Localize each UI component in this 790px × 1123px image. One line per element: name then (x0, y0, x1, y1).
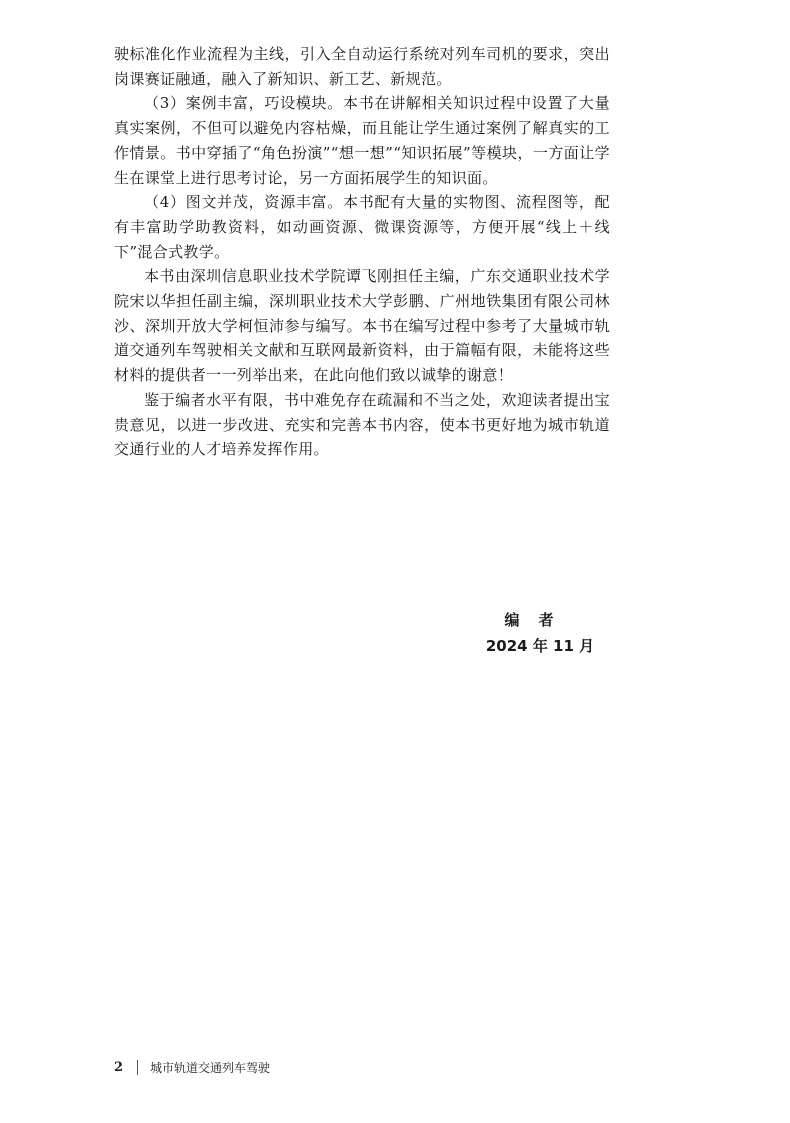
paragraph-authors: 本书由深圳信息职业技术学院谭飞刚担任主编，广东交通职业技术学院宋以华担任副主编，深圳职业技术大学彭鹏、广州地铁集团有限公司林沙、深圳开放大学柯恒沛参与编写。本书在编写过程中参考了大量城市轨道交通列车驾驶相关文献和互联网最新资料，由于篇幅有限，未能将这些材料的提供者一一列举出来，在此向他们致以诚挚的谢意！ (114, 267, 610, 385)
footer-divider (137, 1060, 138, 1075)
footer-book-title: 城市轨道交通列车驾驶 (150, 1060, 271, 1075)
paragraph-closing: 鉴于编者水平有限，书中难免存在疏漏和不当之处，欢迎读者提出宝贵意见，以进一步改进、充实和完善本书内容，使本书更好地为城市轨道交通行业的人才培养发挥作用。 (114, 390, 610, 459)
body-text (114, 42, 610, 462)
signature-author: 编 者 (504, 611, 556, 629)
page-footer (114, 1058, 270, 1076)
page-number: 2 (114, 1059, 124, 1075)
paragraph-illustrations: （4）图文并茂，资源丰富。本书配有大量的实物图、流程图等，配有丰富助学助教资料，如动画资源、微课资源等，方便开展“线上＋线下”混合式教学。 (114, 193, 610, 261)
signature-block (470, 608, 610, 658)
signature-date: 2024 年 11 月 (485, 637, 595, 655)
paragraph-continued: 驶标准化作业流程为主线，引入全自动运行系统对列车司机的要求，突出岗课赛证融通，融入了新知识、新工艺、新规范。 (114, 45, 610, 88)
paragraph-case-studies: （3）案例丰富，巧设模块。本书在讲解相关知识过程中设置了大量真实案例，不但可以避免内容枯燥，而且能让学生通过案例了解真实的工作情景。书中穿插了“角色扮演”“想一想”“知识拓展”等模块，一方面让学生在课堂上进行思考讨论，另一方面拓展学生的知识面。 (114, 94, 610, 187)
